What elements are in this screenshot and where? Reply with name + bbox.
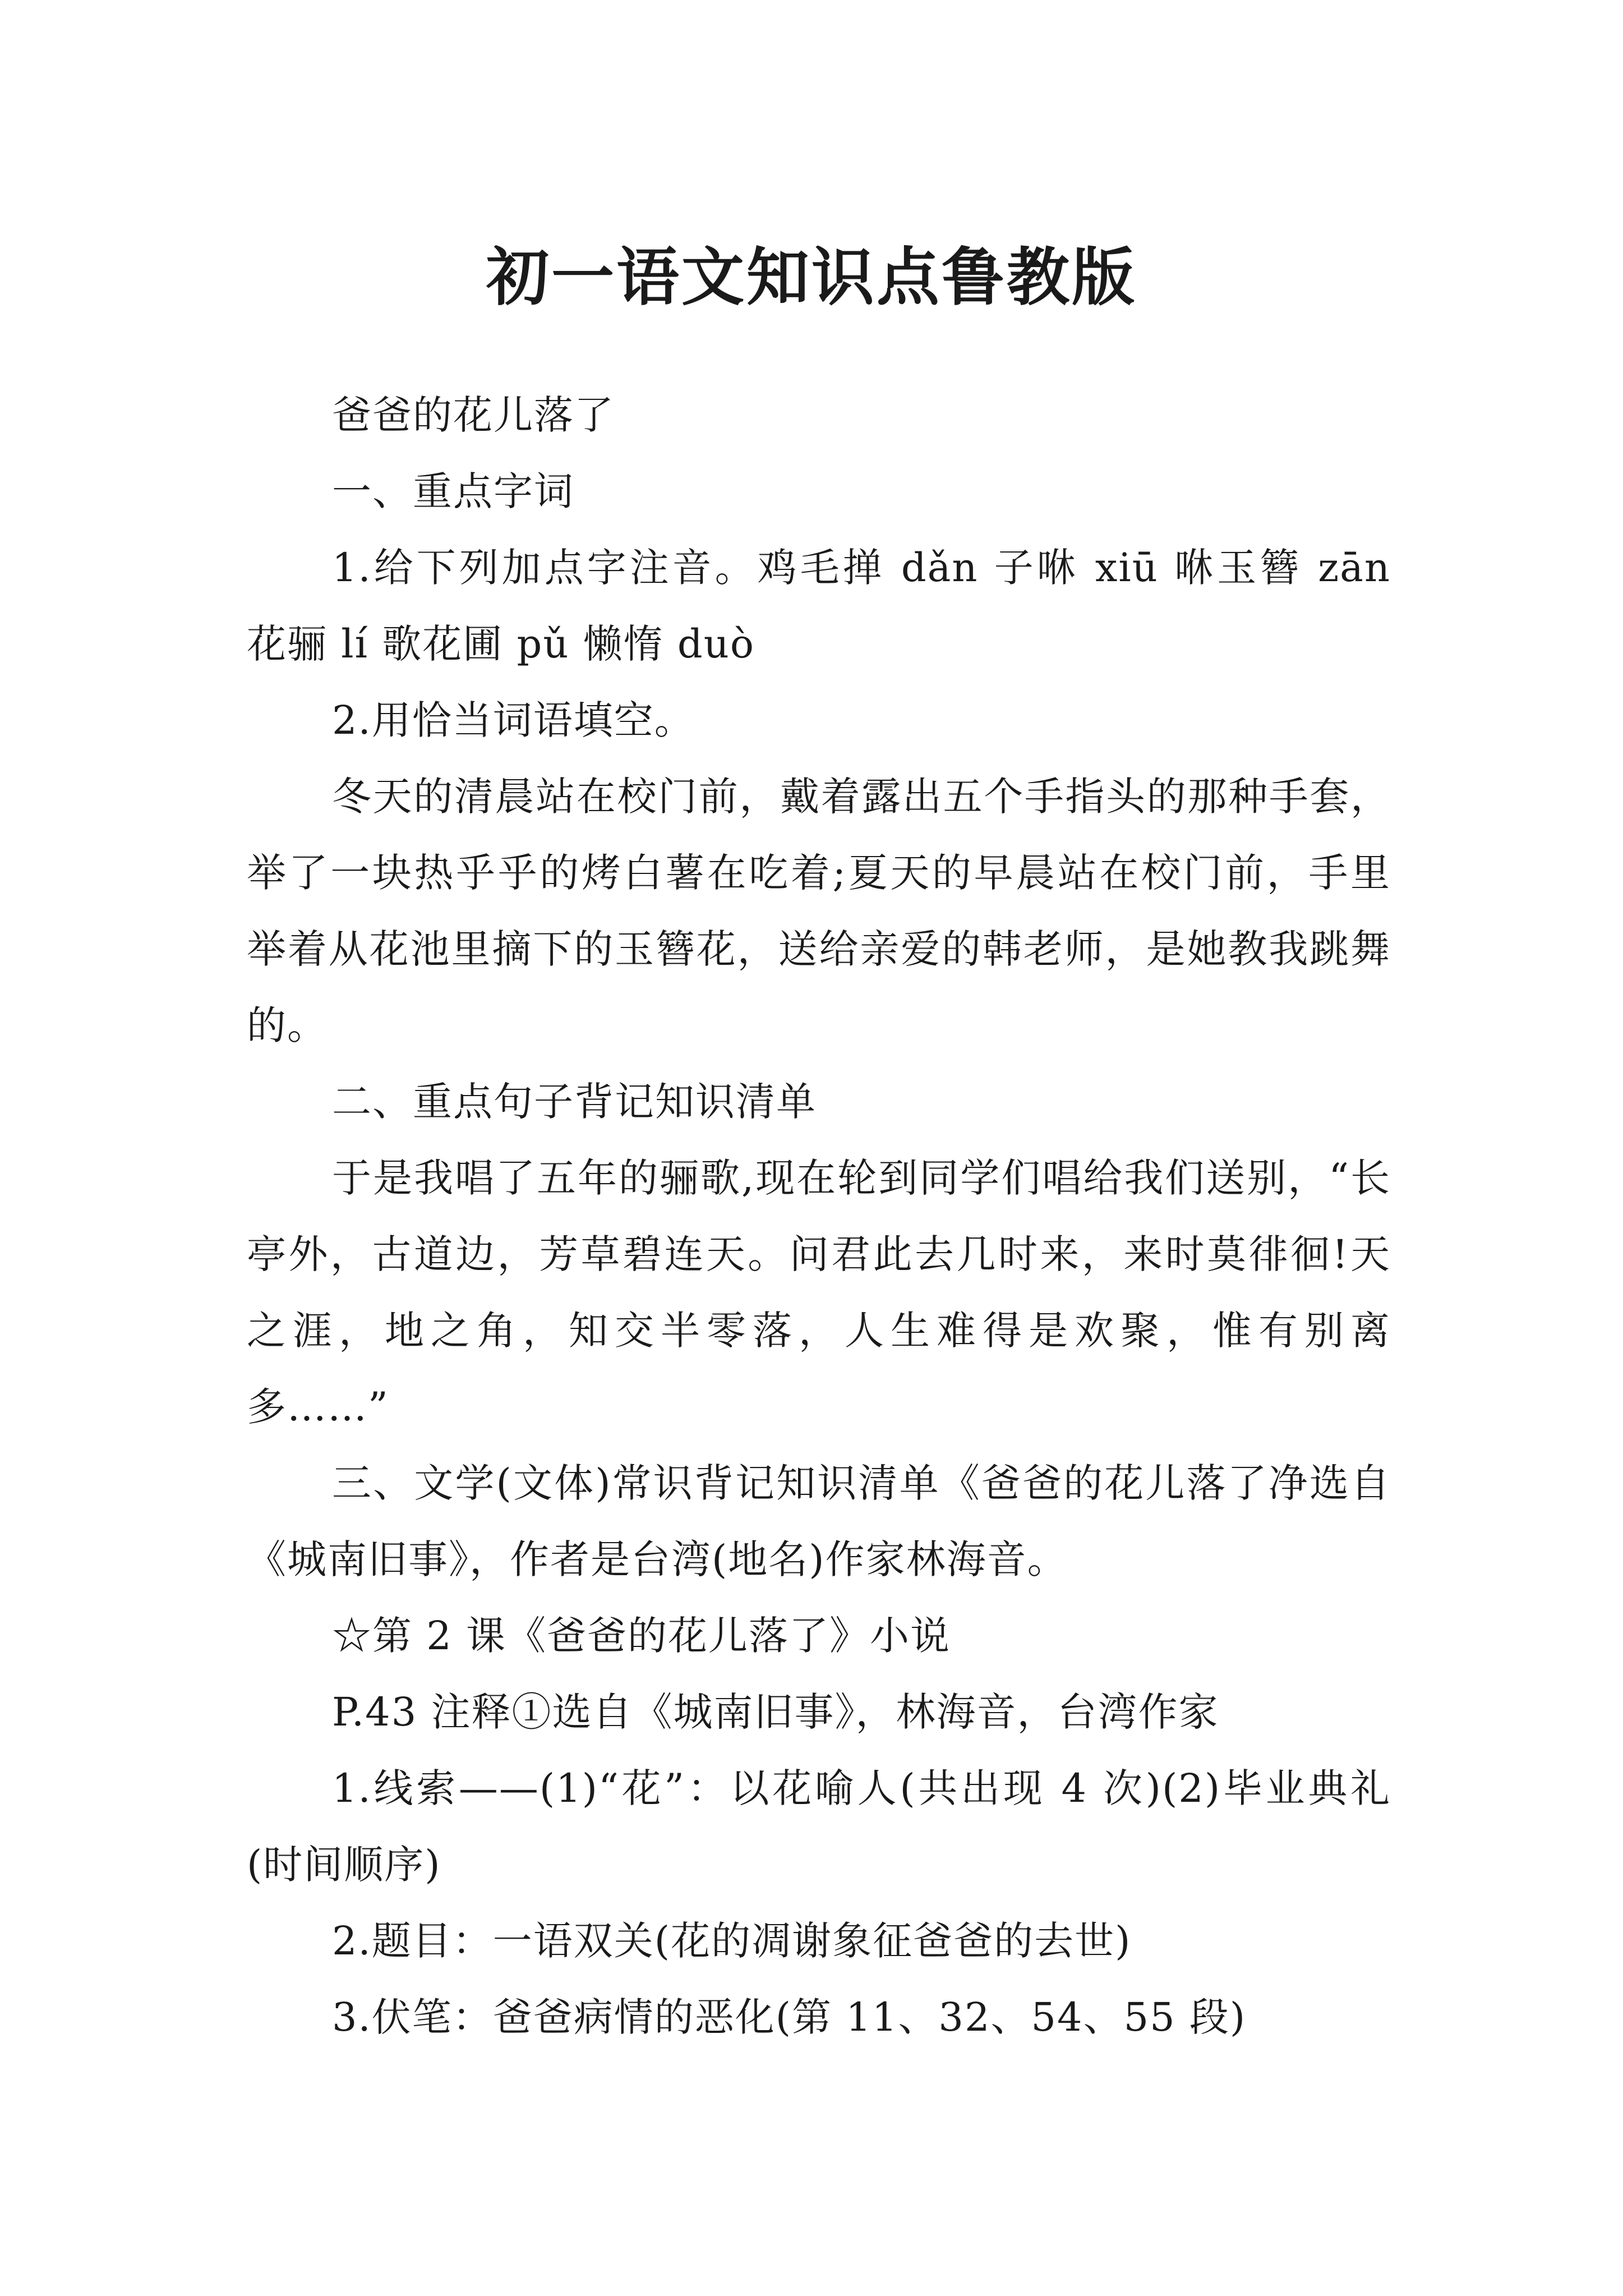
paragraph-annotation: P.43 注释①选自《城南旧事》，林海音，台湾作家 <box>332 1689 1219 1735</box>
paragraph-foreshadowing: 3.伏笔：爸爸病情的恶化(第 11、32、54、55 段) <box>332 1994 1247 2040</box>
document-body <box>247 377 1391 2055</box>
section-heading-key-sentences: 二、重点句子背记知识清单 <box>332 1079 817 1125</box>
paragraph-fill-blank-instruction: 2.用恰当词语填空。 <box>332 697 695 743</box>
document-title: 初一语文知识点鲁教版 <box>486 241 1137 315</box>
section-heading-lesson: 爸爸的花儿落了 <box>332 392 615 438</box>
paragraph-clue: 1.线索——(1)“花”：以花喻人(共出现 4 次)(2)毕业典礼(时间顺序) <box>247 1765 1391 1888</box>
paragraph-pinyin-exercise: 1.给下列加点字注音。鸡毛掸 dǎn 子咻 xiū 咻玉簪 zān 花骊 lí 歌花圃 pǔ 懒惰 duò <box>247 545 1391 667</box>
paragraph-literary-knowledge: 三、文学(文体)常识背记知识清单《爸爸的花儿落了净选自《城南旧事》，作者是台湾(地名)作家林海音。 <box>247 1460 1391 1582</box>
paragraph-fill-blank-text: 冬天的清晨站在校门前，戴着露出五个手指头的那种手套，举了一块热乎乎的烤白薯在吃着;夏天的早晨站在校门前，手里举着从花池里摘下的玉簪花，送给亲爱的韩老师，是她教我跳舞的。 <box>247 774 1391 1048</box>
section-heading-key-words: 一、重点字词 <box>332 468 574 514</box>
paragraph-key-sentence: 于是我唱了五年的骊歌,现在轮到同学们唱给我们送别，“长亭外，古道边，芳草碧连天。问君此去几时来，来时莫徘徊!天之涯，地之角，知交半零落，人生难得是欢聚，惟有别离多……” <box>247 1155 1391 1430</box>
paragraph-title-meaning: 2.题目：一语双关(花的凋谢象征爸爸的去世) <box>332 1918 1132 1964</box>
paragraph-lesson-title: ☆第 2 课《爸爸的花儿落了》小说 <box>332 1613 951 1659</box>
